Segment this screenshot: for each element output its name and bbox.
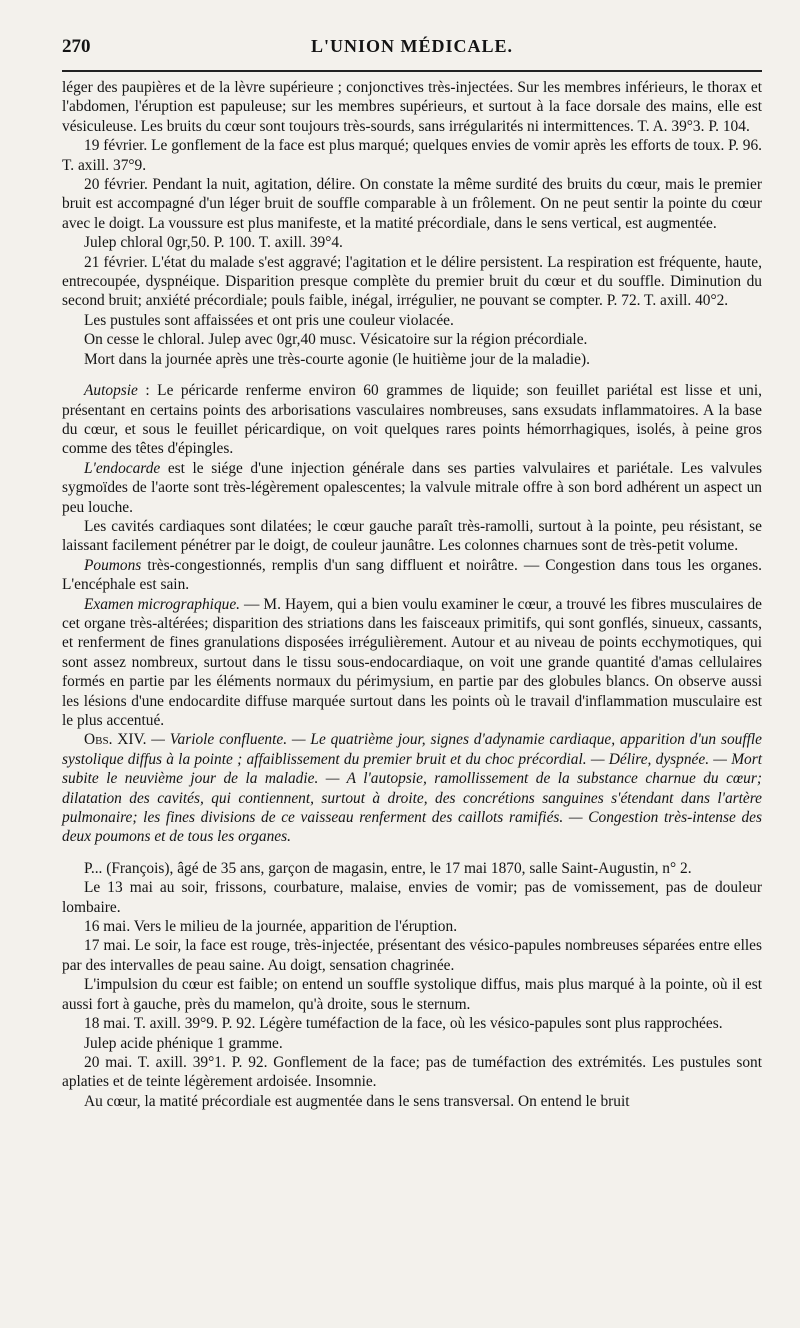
- page-body: [62, 78, 762, 1111]
- paragraph: Les pustules sont affaissées et ont pris une couleur violacée.: [84, 311, 454, 329]
- endocarde-label: L'endocarde: [84, 459, 161, 477]
- case-paragraph: P... (François), âgé de 35 ans, garçon de magasin, entre, le 17 mai 1870, salle Saint-Augustin, n° 2.: [84, 859, 692, 877]
- case-paragraph: 18 mai. T. axill. 39°9. P. 92. Légère tuméfaction de la face, où les vésico-papules sont plus rapprochées.: [84, 1015, 723, 1033]
- micrographic-text: — M. Hayem, qui a bien voulu examiner le cœur, a trouvé les fibres musculaires de cet organe très-altérées; disparition des striations dans les faisceaux primitifs, qui sont gonflés, sinueux, cassants, et renferment de fines granulations disposées irrégulièrement. Autour et au niveau de points ecchymotiques, qui sont assez nombreux, surtout dans le tissu sous-endocardiaque, on voit une grande quantité d'amas cellulaires formés en partie par les éléments normaux du périmysium, en partie par des globules blancs. On observe aussi les lésions d'une endocardite diffuse marquée surtout dans les points où le travail d'inflammation musculaire est le plus accentué.: [62, 595, 762, 729]
- case-paragraph: 17 mai. Le soir, la face est rouge, très-injectée, présentant des vésico-papules nombreuses séparées entre elles par des intervalles de peau saine. Au doigt, sensation chagrinée.: [62, 937, 762, 974]
- autopsy-paragraph: [62, 381, 762, 459]
- journal-title: L'UNION MÉDICALE.: [310, 36, 514, 56]
- case-paragraph: 20 mai. T. axill. 39°1. P. 92. Gonflement de la face; pas de tuméfaction des extrémités. Les pustules sont aplaties et de teinte légèrement ardoisée. Insomnie.: [62, 1053, 762, 1091]
- paragraph: léger des paupières et de la lèvre supérieure ; conjonctives très-injectées. Sur les membres inférieurs, le thorax et l'abdomen, l'éruption est papuleuse; sur les membres supérieurs, et surtout à la face dorsale des mains, elle est vésiculeuse. Les bruits du cœur sont toujours très-sourds, sans irrégularités ni intermittences. T. A. 39°3. P. 104.: [62, 79, 762, 135]
- paragraph: 19 février. Le gonflement de la face est plus marqué; quelques envies de vomir après les efforts de toux. P. 96. T. axill. 37°9.: [62, 137, 762, 174]
- case-paragraph: Au cœur, la matité précordiale est augmentée dans le sens transversal. On entend le bruit: [84, 1092, 630, 1110]
- case-paragraph: 16 mai. Vers le milieu de la journée, apparition de l'éruption.: [84, 918, 458, 936]
- micrographic-label: Examen micrographique.: [84, 595, 241, 613]
- poumons-label: Poumons: [84, 556, 142, 574]
- header-rule: [62, 70, 762, 72]
- poumons-text: très-congestionnés, remplis d'un sang diffluent et noirâtre. — Congestion dans tous les organes. L'encéphale est sain.: [62, 556, 762, 594]
- case-paragraph: Julep acide phénique 1 gramme.: [84, 1034, 283, 1052]
- poumons-paragraph: [62, 556, 762, 595]
- paragraph: Julep chloral 0gr,50. P. 100. T. axill. 39°4.: [84, 234, 343, 252]
- autopsy-label: Autopsie: [84, 382, 138, 400]
- observation-number: Obs. XIV.: [84, 731, 147, 749]
- paragraph: Mort dans la journée après une très-courte agonie (le huitième jour de la maladie).: [84, 350, 590, 368]
- paragraph: On cesse le chloral. Julep avec 0gr,40 musc. Vésicatoire sur la région précordiale.: [84, 331, 588, 349]
- micrographic-paragraph: [62, 595, 762, 731]
- running-head: [62, 36, 762, 66]
- case-paragraph: L'impulsion du cœur est faible; on entend un souffle systolique diffus, mais plus marqué à la pointe, où il est aussi fort à gauche, près du mamelon, qu'à droite, sous le sternum.: [62, 976, 762, 1013]
- page-number: 270: [62, 36, 91, 57]
- endocarde-paragraph: [62, 459, 762, 517]
- observation-summary: — Variole confluente. — Le quatrième jour, signes d'adynamie cardiaque, apparition d'un souffle systolique diffus à la pointe ; affaiblissement du premier bruit et du choc précordial. — Délire, dyspnée. — Mort subite le neuvième jour de la maladie. — A l'autopsie, ramollissement de la substance charnue du cœur; dilatation des cavités, qui contiennent, surtout à droite, des concrétions sanguines s'étendant dans l'artère pulmonaire; les fines divisions de ce vaisseau renferment des caillots ramifiés. — Congestion très-intense des deux poumons et de tous les organes.: [62, 731, 762, 846]
- paragraph: 20 février. Pendant la nuit, agitation, délire. On constate la même surdité des bruits du cœur, mais le premier bruit est accompagné d'un léger bruit de souffle comparable à un frôlement. On ne peut sentir la pointe du cœur avec le doigt. La voussure est plus manifeste, et la matité précordiale, dans le sens vertical, est augmentée.: [62, 176, 762, 232]
- endocarde-text: est le siége d'une injection générale dans ses parties valvulaires et pariétale. Les valvules sygmoïdes de l'aorte sont très-légèrement opalescentes; la valvule mitrale offre à son bord adhérent un aspect un peu louche.: [62, 459, 762, 516]
- observation-heading: [62, 730, 762, 846]
- case-paragraph: Le 13 mai au soir, frissons, courbature, malaise, envies de vomir; pas de vomissement, pas de douleur lombaire.: [62, 879, 762, 916]
- autopsy-text: : Le péricarde renferme environ 60 grammes de liquide; son feuillet pariétal est lisse et uni, présentant en certains points des arborisations vasculaires nombreuses, sans exsudats inflammatoires. A la base du cœur, et sous le feuillet péricardique, on voit quelques rares points hémorrhagiques, isolés, à peine gros comme des têtes d'épingles.: [62, 382, 762, 458]
- paragraph: 21 février. L'état du malade s'est aggravé; l'agitation et le délire persistent. La respiration est fréquente, haute, entrecoupée, dyspnéique. Disparition presque complète du premier bruit du cœur et du souffle. Diminution du second bruit; anxiété précordiale; pouls faible, inégal, irrégulier, ne pouvant se compter. P. 72. T. axill. 40°2.: [62, 253, 762, 310]
- cavites-paragraph: Les cavités cardiaques sont dilatées; le cœur gauche paraît très-ramolli, surtout à la pointe, peu résistant, se laissant facilement pénétrer par le doigt, de couleur jaunâtre. Les colonnes charnues sont de très-petit volume.: [62, 517, 762, 555]
